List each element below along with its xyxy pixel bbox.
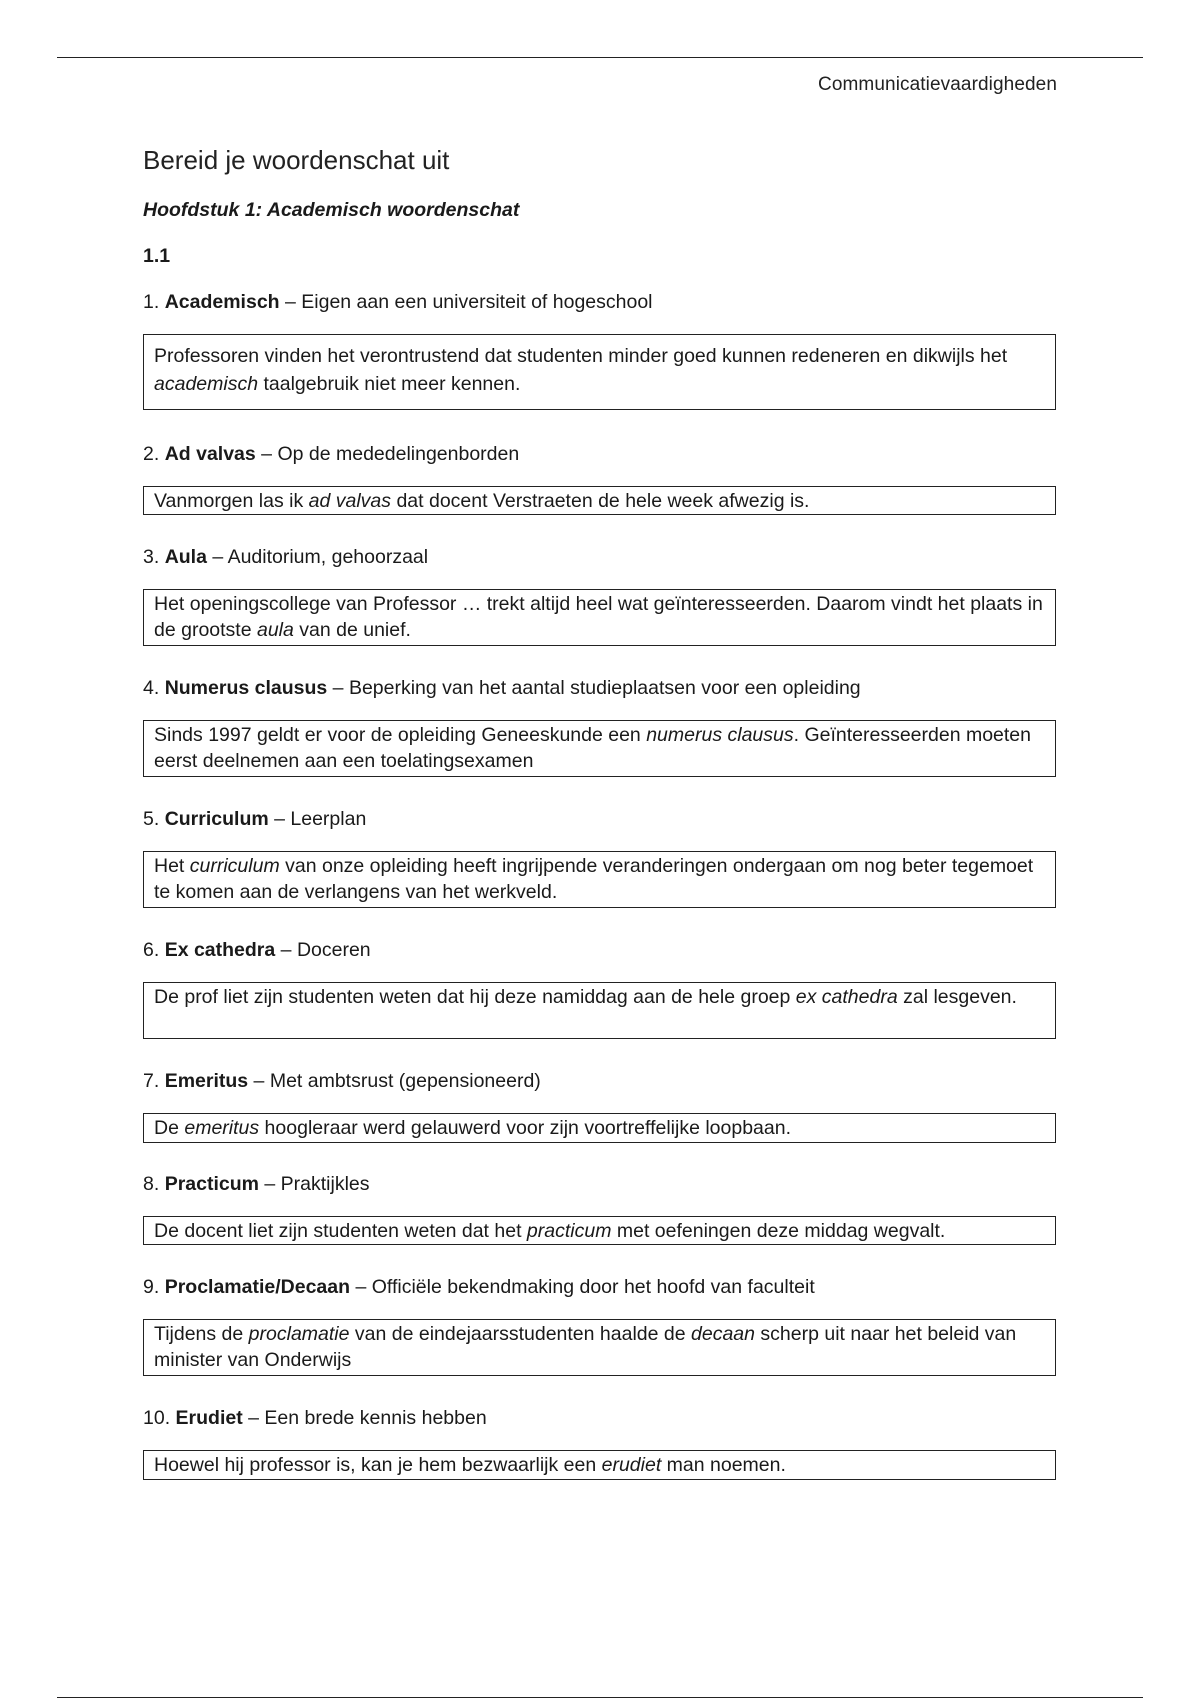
entry-term: Practicum	[164, 1173, 259, 1195]
entry-term-line	[143, 677, 861, 700]
entry-term-line	[143, 1276, 815, 1299]
running-header: Communicatievaardigheden	[818, 74, 1057, 95]
example-text: . Geïnteresseerden moeten eerst deelnemen aan een toelatingsexamen	[154, 724, 1031, 772]
entry-term-line	[143, 291, 653, 314]
entry-term: Ex cathedra	[164, 939, 276, 961]
example-term-italic: practicum	[526, 1220, 612, 1242]
example-text: met oefeningen deze middag wegvalt.	[611, 1220, 946, 1242]
example-box	[143, 1216, 1056, 1245]
example-text: scherp uit naar het beleid van minister van Onderwijs	[154, 1323, 1017, 1371]
example-term-italic: curriculum	[189, 855, 280, 877]
example-text: man noemen.	[661, 1454, 786, 1476]
example-box	[143, 1319, 1056, 1376]
example-text: van de eindejaarsstudenten haalde de	[349, 1323, 691, 1345]
example-term-italic: ex cathedra	[795, 986, 898, 1008]
example-text: hoogleraar werd gelauwerd voor zijn voortreffelijke loopbaan.	[259, 1117, 792, 1139]
entry-definition: Beperking van het aantal studieplaatsen voor een opleiding	[348, 677, 861, 699]
entry-definition: Praktijkles	[280, 1173, 370, 1195]
entry-definition: Leerplan	[290, 808, 367, 830]
entry-number: 7.	[143, 1070, 160, 1092]
example-text: zal lesgeven.	[897, 986, 1017, 1008]
entry-dash: –	[275, 939, 297, 961]
example-box	[143, 1450, 1056, 1480]
entry-number: 10.	[143, 1407, 171, 1429]
entry-number: 4.	[143, 677, 160, 699]
entry-dash: –	[206, 546, 228, 568]
entry-term: Ad valvas	[164, 443, 256, 465]
example-text: van onze opleiding heeft ingrijpende veranderingen ondergaan om nog beter tegemoet te komen aan de verlangens van het werkveld.	[154, 855, 1034, 903]
entry-definition: Officiële bekendmaking door het hoofd van faculteit	[371, 1276, 815, 1298]
example-box	[143, 851, 1056, 908]
example-text: Hoewel hij professor is, kan je hem bezwaarlijk een	[154, 1454, 602, 1476]
entry-definition: Met ambtsrust (gepensioneerd)	[269, 1070, 541, 1092]
entry-number: 3.	[143, 546, 160, 568]
example-term-italic: academisch	[154, 373, 259, 395]
entry-dash: –	[327, 677, 349, 699]
entry-definition: Eigen aan een universiteit of hogeschool	[301, 291, 653, 313]
example-box	[143, 1113, 1056, 1143]
example-term-italic: decaan	[691, 1323, 755, 1345]
entry-term: Numerus clausus	[164, 677, 328, 699]
entry-term-line	[143, 546, 428, 569]
example-term-italic: erudiet	[601, 1454, 662, 1476]
entry-term-line	[143, 808, 366, 831]
example-box	[143, 589, 1056, 646]
entry-term-line	[143, 939, 371, 962]
entry-number: 5.	[143, 808, 160, 830]
entry-number: 1.	[143, 291, 160, 313]
example-text: Professoren vinden het verontrustend dat studenten minder goed kunnen redeneren en dikwijls het	[154, 345, 1008, 367]
entry-dash: –	[268, 808, 291, 830]
example-text: Het	[154, 855, 190, 877]
bottom-rule	[57, 1697, 1143, 1698]
example-text: Tijdens de	[154, 1323, 249, 1345]
entry-term: Emeritus	[164, 1070, 249, 1092]
example-text: Het openingscollege van Professor … trekt altijd heel wat geïnteresseerden. Daarom vindt het plaats in de grootste	[154, 593, 1043, 641]
entry-term-line	[143, 1407, 487, 1430]
example-box	[143, 982, 1056, 1039]
entry-definition: Een brede kennis hebben	[264, 1407, 487, 1429]
example-term-italic: emeritus	[184, 1117, 260, 1139]
example-text: De docent liet zijn studenten weten dat het	[154, 1220, 527, 1242]
entry-term-line	[143, 443, 519, 466]
entry-dash: –	[258, 1173, 281, 1195]
example-term-italic: proclamatie	[248, 1323, 350, 1345]
top-rule	[57, 57, 1143, 58]
entry-term: Erudiet	[175, 1407, 243, 1429]
example-text: taalgebruik niet meer kennen.	[258, 373, 521, 395]
example-term-italic: numerus clausus	[646, 724, 794, 746]
entry-dash: –	[248, 1070, 270, 1092]
entry-definition: Auditorium, gehoorzaal	[227, 546, 429, 568]
page-title: Bereid je woordenschat uit	[143, 145, 450, 175]
example-box	[143, 486, 1056, 515]
entry-number: 8.	[143, 1173, 160, 1195]
entry-number: 9.	[143, 1276, 160, 1298]
example-text: dat docent Verstraeten de hele week afwezig is.	[391, 490, 810, 512]
example-term-italic: aula	[256, 619, 294, 641]
entry-definition: Op de mededelingenborden	[277, 443, 520, 465]
example-text: Sinds 1997 geldt er voor de opleiding Geneeskunde een	[154, 724, 647, 746]
entry-term: Academisch	[164, 291, 280, 313]
entry-term-line	[143, 1173, 370, 1196]
example-box	[143, 334, 1056, 410]
example-text: De prof liet zijn studenten weten dat hij deze namiddag aan de hele groep	[154, 986, 796, 1008]
entry-definition: Doceren	[296, 939, 371, 961]
entry-number: 2.	[143, 443, 160, 465]
entry-term: Curriculum	[164, 808, 269, 830]
entry-number: 6.	[143, 939, 160, 961]
entry-dash: –	[350, 1276, 372, 1298]
example-text: De	[154, 1117, 185, 1139]
example-text: van de unief.	[293, 619, 411, 641]
entry-dash: –	[279, 291, 302, 313]
entry-dash: –	[242, 1407, 265, 1429]
entry-term: Proclamatie/Decaan	[164, 1276, 351, 1298]
example-box	[143, 720, 1056, 777]
entry-dash: –	[255, 443, 278, 465]
example-text: Vanmorgen las ik	[154, 490, 309, 512]
example-term-italic: ad valvas	[308, 490, 392, 512]
entry-term-line	[143, 1070, 541, 1093]
entry-term: Aula	[164, 546, 207, 568]
section-number: 1.1	[143, 245, 171, 267]
chapter-heading: Hoofdstuk 1: Academisch woordenschat	[143, 199, 520, 221]
